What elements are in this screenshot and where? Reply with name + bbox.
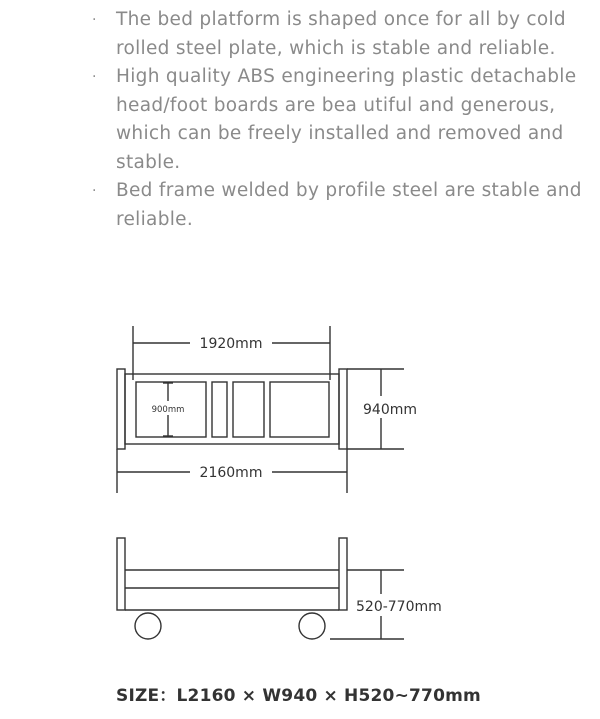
size-spec: SIZE：L2160 × W940 × H520~770mm bbox=[116, 686, 481, 706]
platform-panel bbox=[233, 382, 264, 437]
dim-label-900: 900mm bbox=[151, 405, 185, 415]
bullet-dot: · bbox=[92, 69, 97, 85]
bullet-dot: · bbox=[92, 183, 97, 199]
dim-label-2160: 2160mm bbox=[199, 465, 263, 481]
top-view bbox=[117, 326, 417, 493]
feature-text: The bed platform is shaped once for all by cold rolled steel plate, which is stable and reliable. bbox=[116, 9, 566, 59]
caster-wheel bbox=[135, 613, 161, 639]
platform-panel bbox=[270, 382, 329, 437]
dim-label-height: 520-770mm bbox=[356, 599, 442, 615]
side-view bbox=[117, 538, 442, 639]
foot-board-side bbox=[339, 538, 347, 610]
head-board-side bbox=[117, 538, 125, 610]
feature-text: Bed frame welded by profile steel are stable and reliable. bbox=[116, 180, 582, 230]
feature-text: High quality ABS engineering plastic detachable head/foot boards are bea utiful and generous, which can be freely installed and removed and stable. bbox=[116, 66, 577, 173]
platform-panel bbox=[212, 382, 227, 437]
caster-wheel bbox=[299, 613, 325, 639]
bullet-dot: · bbox=[92, 12, 97, 28]
head-board bbox=[117, 369, 125, 449]
dim-label-1920: 1920mm bbox=[199, 336, 263, 352]
dim-label-940: 940mm bbox=[363, 402, 417, 418]
foot-board bbox=[339, 369, 347, 449]
